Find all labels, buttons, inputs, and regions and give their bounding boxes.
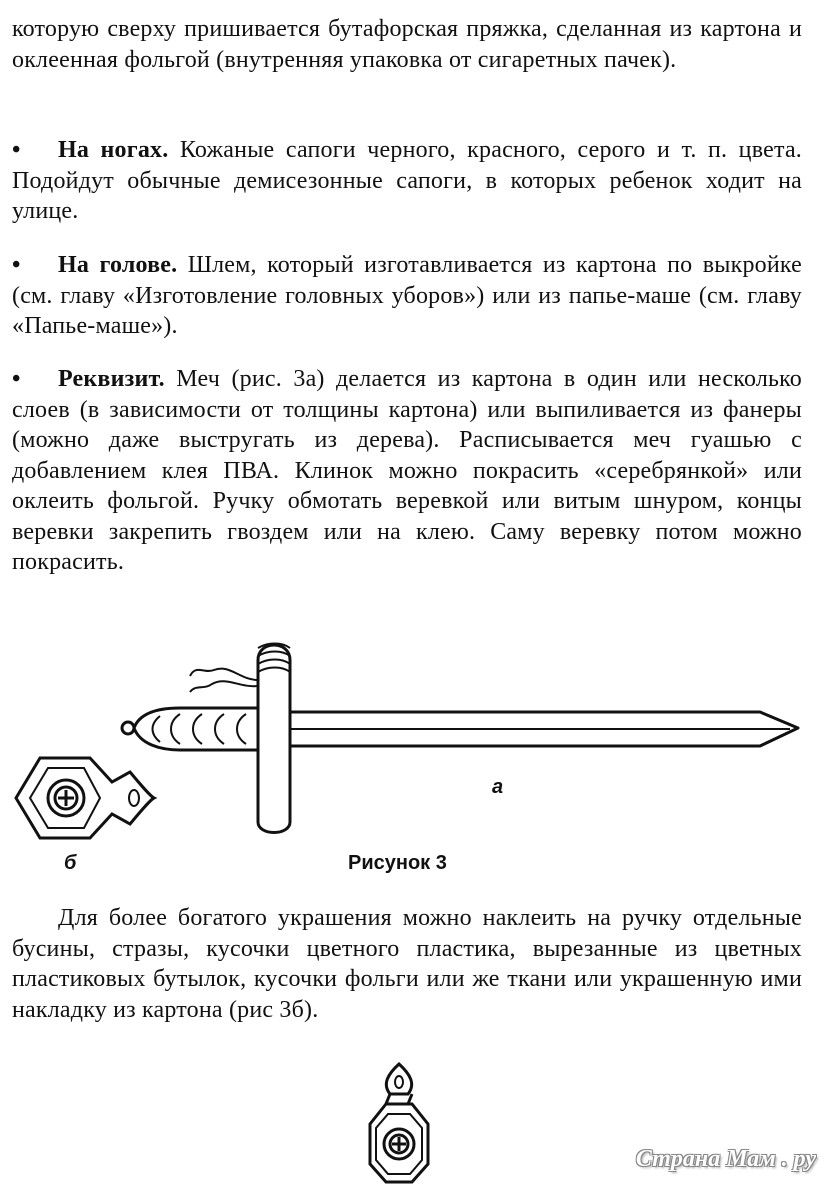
closing-paragraph: Для более богатого украшения можно наклеить на ручку отдельные бусины, стразы, кусочки цветного пластика, вырезанные из цветных пластиковых бутылок, кусочки фольги или же ткани или украшенную ими накладку из картона (рис 3б). [12, 905, 802, 1023]
bullet-heading: Реквизит. [58, 366, 165, 392]
pommel-ring-icon [122, 722, 134, 734]
bullet-symbol: • [12, 252, 21, 278]
site-watermark: Страна Мам . ру [635, 1146, 816, 1172]
sword-crossguard [258, 645, 290, 833]
bullet-head [12, 250, 802, 342]
bullet-symbol: • [12, 366, 21, 392]
bullet-body: Меч (рис. 3а) делается из картона в один или несколько слоев (в зависимости от толщины картона) или выпиливается из фанеры (можно даже выстругать из дерева). Расписывается меч гуашью с добавлением клея ПВА. Клинок можно покрасить «серебрянкой» или оклеить фольгой. Ручку обмотать веревкой или витым шнуром, концы веревки закрепить гвоздем или на клею. Саму веревку потом можно покрасить. [12, 366, 802, 575]
bullet-head-text [12, 250, 802, 342]
bullet-symbol: • [12, 137, 21, 163]
bullet-feet [12, 135, 802, 227]
bullet-props-text [12, 364, 802, 578]
figure-label-a: а [492, 776, 504, 798]
figure-label-b: б [64, 852, 77, 874]
bullet-body: Шлем, который изготавливается из картона по выкройке (см. главу «Изготовление головных уборов») или из папье-маше (см. главу «Папье-маше»). [12, 252, 802, 339]
intro-paragraph: которую сверху пришивается бутафорская пряжка, сделанная из картона и оклеенная фольгой (внутренняя упаковка от сигаретных пачек). [12, 16, 802, 73]
ornament-b-icon [16, 758, 154, 838]
bullet-body: Кожаные сапоги черного, красного, серого и т. п. цвета. Подойдут обычные демисезонные сапоги, в которых ребенок ходит на улице. [12, 137, 802, 224]
bullet-heading: На ногах. [58, 137, 169, 163]
bullet-heading: На голове. [58, 252, 178, 278]
figure-caption: Рисунок 3 [348, 852, 447, 874]
sword-figure [0, 620, 826, 880]
ornament-icon [364, 1060, 434, 1190]
bullet-feet-text [12, 135, 802, 227]
bullet-props [12, 364, 802, 578]
